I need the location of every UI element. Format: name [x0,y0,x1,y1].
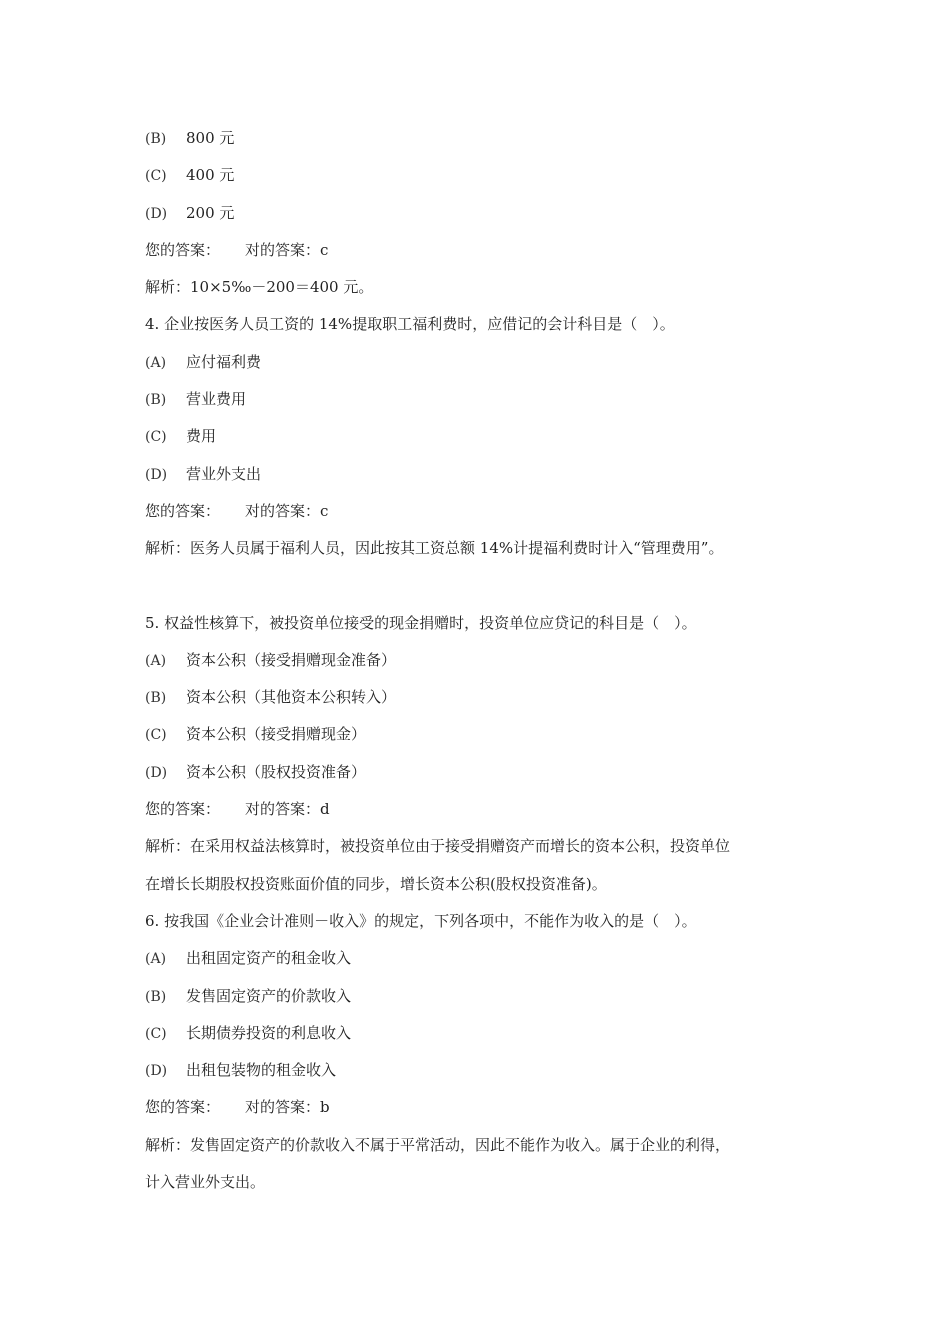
correct-answer: 对的答案：c [245,240,329,259]
your-answer: 您的答案： [145,1098,221,1117]
option-text: 资本公积（其他资本公积转入） [186,688,397,707]
option-text: 费用 [186,427,217,446]
option-text: 发售固定资产的价款收入 [186,986,352,1005]
question-5: 5. 权益性核算下，被投资单位接受的现金捐赠时，投资单位应贷记的科目是（ ）。 [145,613,697,632]
option-b [145,126,825,163]
option-d [145,760,825,797]
answer-line [145,797,825,834]
analysis-continued: 在增长长期股权投资账面价值的同步，增长资本公积(股权投资准备)。 [145,874,607,893]
option-text: 200 元 [186,203,235,222]
correct-answer: 对的答案：c [245,501,329,520]
option-text: 营业费用 [186,390,247,409]
your-answer: 您的答案： [145,800,221,819]
option-label: (B) [145,392,167,409]
option-label: (C) [145,429,167,446]
option-label: (C) [145,168,167,185]
your-answer: 您的答案： [145,240,221,259]
option-a [145,946,825,983]
question-4: 4. 企业按医务人员工资的 14%提取职工福利费时，应借记的会计科目是（ ）。 [145,315,675,334]
option-c [145,722,825,759]
analysis-continued: 计入营业外支出。 [145,1173,266,1192]
option-label: (B) [145,988,167,1005]
option-label: (C) [145,1025,167,1042]
option-label: (B) [145,690,167,707]
option-text: 400 元 [186,166,235,185]
option-label: (D) [145,466,168,483]
analysis: 解析：发售固定资产的价款收入不属于平常活动，因此不能作为收入。属于企业的利得， [145,1135,731,1154]
option-text: 长期债券投资的利息收入 [186,1023,352,1042]
option-b [145,984,825,1021]
option-b [145,685,825,722]
analysis: 解析：医务人员属于福利人员，因此按其工资总额 14%计提福利费时计入“管理费用”。 [145,539,724,558]
option-text: 资本公积（接受捐赠现金） [186,725,367,744]
analysis: 解析：10×5‰－200＝400 元。 [145,278,374,297]
option-text: 800 元 [186,129,235,147]
correct-answer: 对的答案：b [245,1098,330,1117]
your-answer: 您的答案： [145,501,221,520]
document-page [145,126,825,1207]
option-label: (A) [145,652,167,669]
answer-line [145,238,825,275]
option-d [145,462,825,499]
option-label: (D) [145,205,168,222]
answer-line [145,499,825,536]
option-text: 出租固定资产的租金收入 [186,949,352,968]
option-d [145,201,825,238]
option-a [145,648,825,685]
option-text: 资本公积（接受捐赠现金准备） [186,650,397,669]
option-c [145,424,825,461]
option-label: (D) [145,1063,168,1080]
option-c [145,163,825,200]
answer-line [145,1095,825,1132]
option-text: 出租包装物的租金收入 [186,1061,337,1080]
option-text: 营业外支出 [186,464,262,483]
option-text: 应付福利费 [186,352,262,371]
correct-answer: 对的答案：d [245,800,330,819]
option-label: (A) [145,951,167,968]
option-b [145,387,825,424]
option-text: 资本公积（股权投资准备） [186,762,367,781]
analysis: 解析：在采用权益法核算时，被投资单位由于接受捐赠资产而增长的资本公积，投资单位 [145,837,731,856]
option-label: (B) [145,131,167,147]
option-c [145,1021,825,1058]
option-label: (D) [145,764,168,781]
option-label: (C) [145,727,167,744]
option-d [145,1058,825,1095]
option-label: (A) [145,354,167,371]
question-6: 6. 按我国《企业会计准则－收入》的规定，下列各项中，不能作为收入的是（ ）。 [145,911,697,930]
option-a [145,350,825,387]
